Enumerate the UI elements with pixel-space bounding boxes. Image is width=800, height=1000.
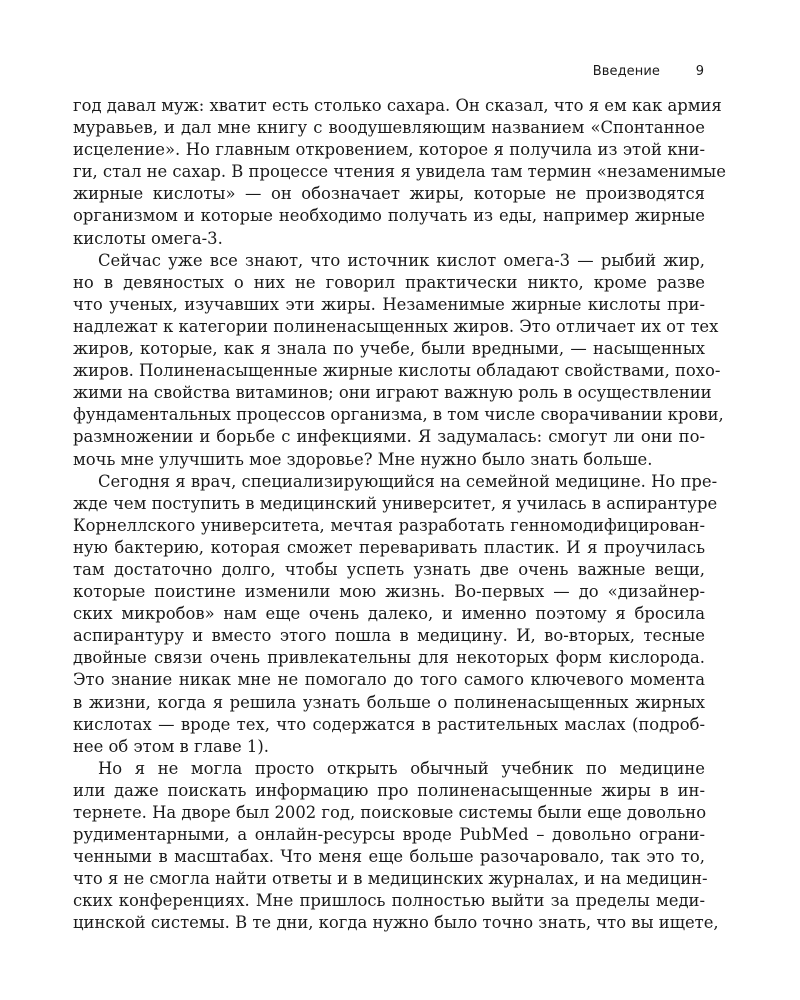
- text-line: Это знание никак мне не помогало до того самого ключевого момента: [73, 670, 705, 690]
- paragraph: [73, 758, 719, 935]
- text-line: тернете. На дворе был 2002 год, поисковые системы были еще довольно: [73, 803, 707, 822]
- text-line: Сегодня я врач, специализирующийся на семейной медицине. Но пре-: [98, 471, 718, 491]
- text-line: или даже поискать информацию про полиненасыщенные жиры в ин-: [73, 780, 705, 800]
- text-line: кислотах — вроде тех, что содержатся в растительных маслах (подроб-: [73, 714, 705, 734]
- text-line: Корнеллского университета, мечтая разработать генномодифицирован-: [73, 515, 705, 535]
- text-line: ченными в масштабах. Что меня еще больше разочаровало, так это то,: [73, 847, 705, 867]
- text-line: Но я не могла просто открыть обычный учебник по медицине: [98, 758, 705, 778]
- text-line: организмом и которые необходимо получать из еды, например жирные: [73, 206, 705, 226]
- section-title: Введение: [592, 64, 660, 79]
- paragraph: [73, 250, 724, 471]
- text-line: ских конференциях. Мне пришлось полностью выйти за пределы меди-: [73, 891, 705, 911]
- text-line: которые поистине изменили мою жизнь. Во-первых — до «дизайнер-: [73, 582, 705, 602]
- text-line: кислоты омега-3.: [73, 228, 223, 248]
- text-line: Сейчас уже все знают, что источник кислот омега-3 — рыбий жир,: [98, 250, 705, 270]
- text-line: нее об этом в главе 1).: [73, 736, 269, 756]
- paragraph: [73, 471, 718, 758]
- page-number: 9: [695, 64, 704, 79]
- text-line: жиров, которые, как я знала по учебе, были вредными, — насыщенных: [73, 339, 705, 359]
- text-line: фундаментальных процессов организма, в том числе сворачивании крови,: [73, 405, 724, 425]
- text-line: там достаточно долго, чтобы успеть узнать две очень важные вещи,: [73, 559, 705, 579]
- paragraph: [73, 95, 726, 250]
- text-line: жими на свойства витаминов; они играют важную роль в осуществлении: [73, 383, 712, 403]
- text-line: ги, стал не сахар. В процессе чтения я увидела там термин «незаменимые: [73, 162, 726, 182]
- text-line: размножении и борьбе с инфекциями. Я задумалась: смогут ли они по-: [73, 427, 705, 447]
- text-line: двойные связи очень привлекательны для некоторых форм кислорода.: [73, 648, 705, 668]
- text-line: жирные кислоты» — он обозначает жиры, которые не производятся: [73, 184, 705, 204]
- body-text: [73, 95, 726, 935]
- text-line: что ученых, изучавших эти жиры. Незаменимые жирные кислоты при-: [73, 294, 705, 314]
- text-line: год давал муж: хватит есть столько сахара. Он сказал, что я ем как армия: [73, 96, 722, 115]
- text-line: надлежат к категории полиненасыщенных жиров. Это отличает их от тех: [73, 316, 719, 336]
- text-line: исцеление». Но главным откровением, которое я получила из этой кни-: [73, 140, 705, 160]
- text-line: аспирантуру и вместо этого пошла в медицину. И, во-вторых, тесные: [73, 626, 705, 646]
- text-line: ную бактерию, которая сможет переваривать пластик. И я проучилась: [73, 537, 705, 557]
- running-header: [0, 64, 704, 84]
- text-line: но в девяностых о них не говорил практически никто, кроме разве: [73, 272, 705, 292]
- text-line: ских микробов» нам еще очень далеко, и именно поэтому я бросила: [73, 604, 705, 624]
- text-line: жиров. Полиненасыщенные жирные кислоты обладают свойствами, похо-: [73, 361, 721, 381]
- text-line: муравьев, и дал мне книгу с воодушевляющим названием «Спонтанное: [73, 118, 705, 138]
- text-line: в жизни, когда я решила узнать больше о полиненасыщенных жирных: [73, 692, 705, 712]
- text-line: цинской системы. В те дни, когда нужно было точно знать, что вы ищете,: [73, 913, 719, 933]
- text-line: жде чем поступить в медицинский университет, я училась в аспирантуре: [73, 493, 718, 513]
- text-line: что я не смогла найти ответы и в медицинских журналах, и на медицин-: [73, 869, 708, 889]
- text-line: рудиментарными, а онлайн-ресурсы вроде PubMed – довольно ограни-: [73, 825, 705, 845]
- text-line: мочь мне улучшить мое здоровье? Мне нужно было знать больше.: [73, 449, 653, 469]
